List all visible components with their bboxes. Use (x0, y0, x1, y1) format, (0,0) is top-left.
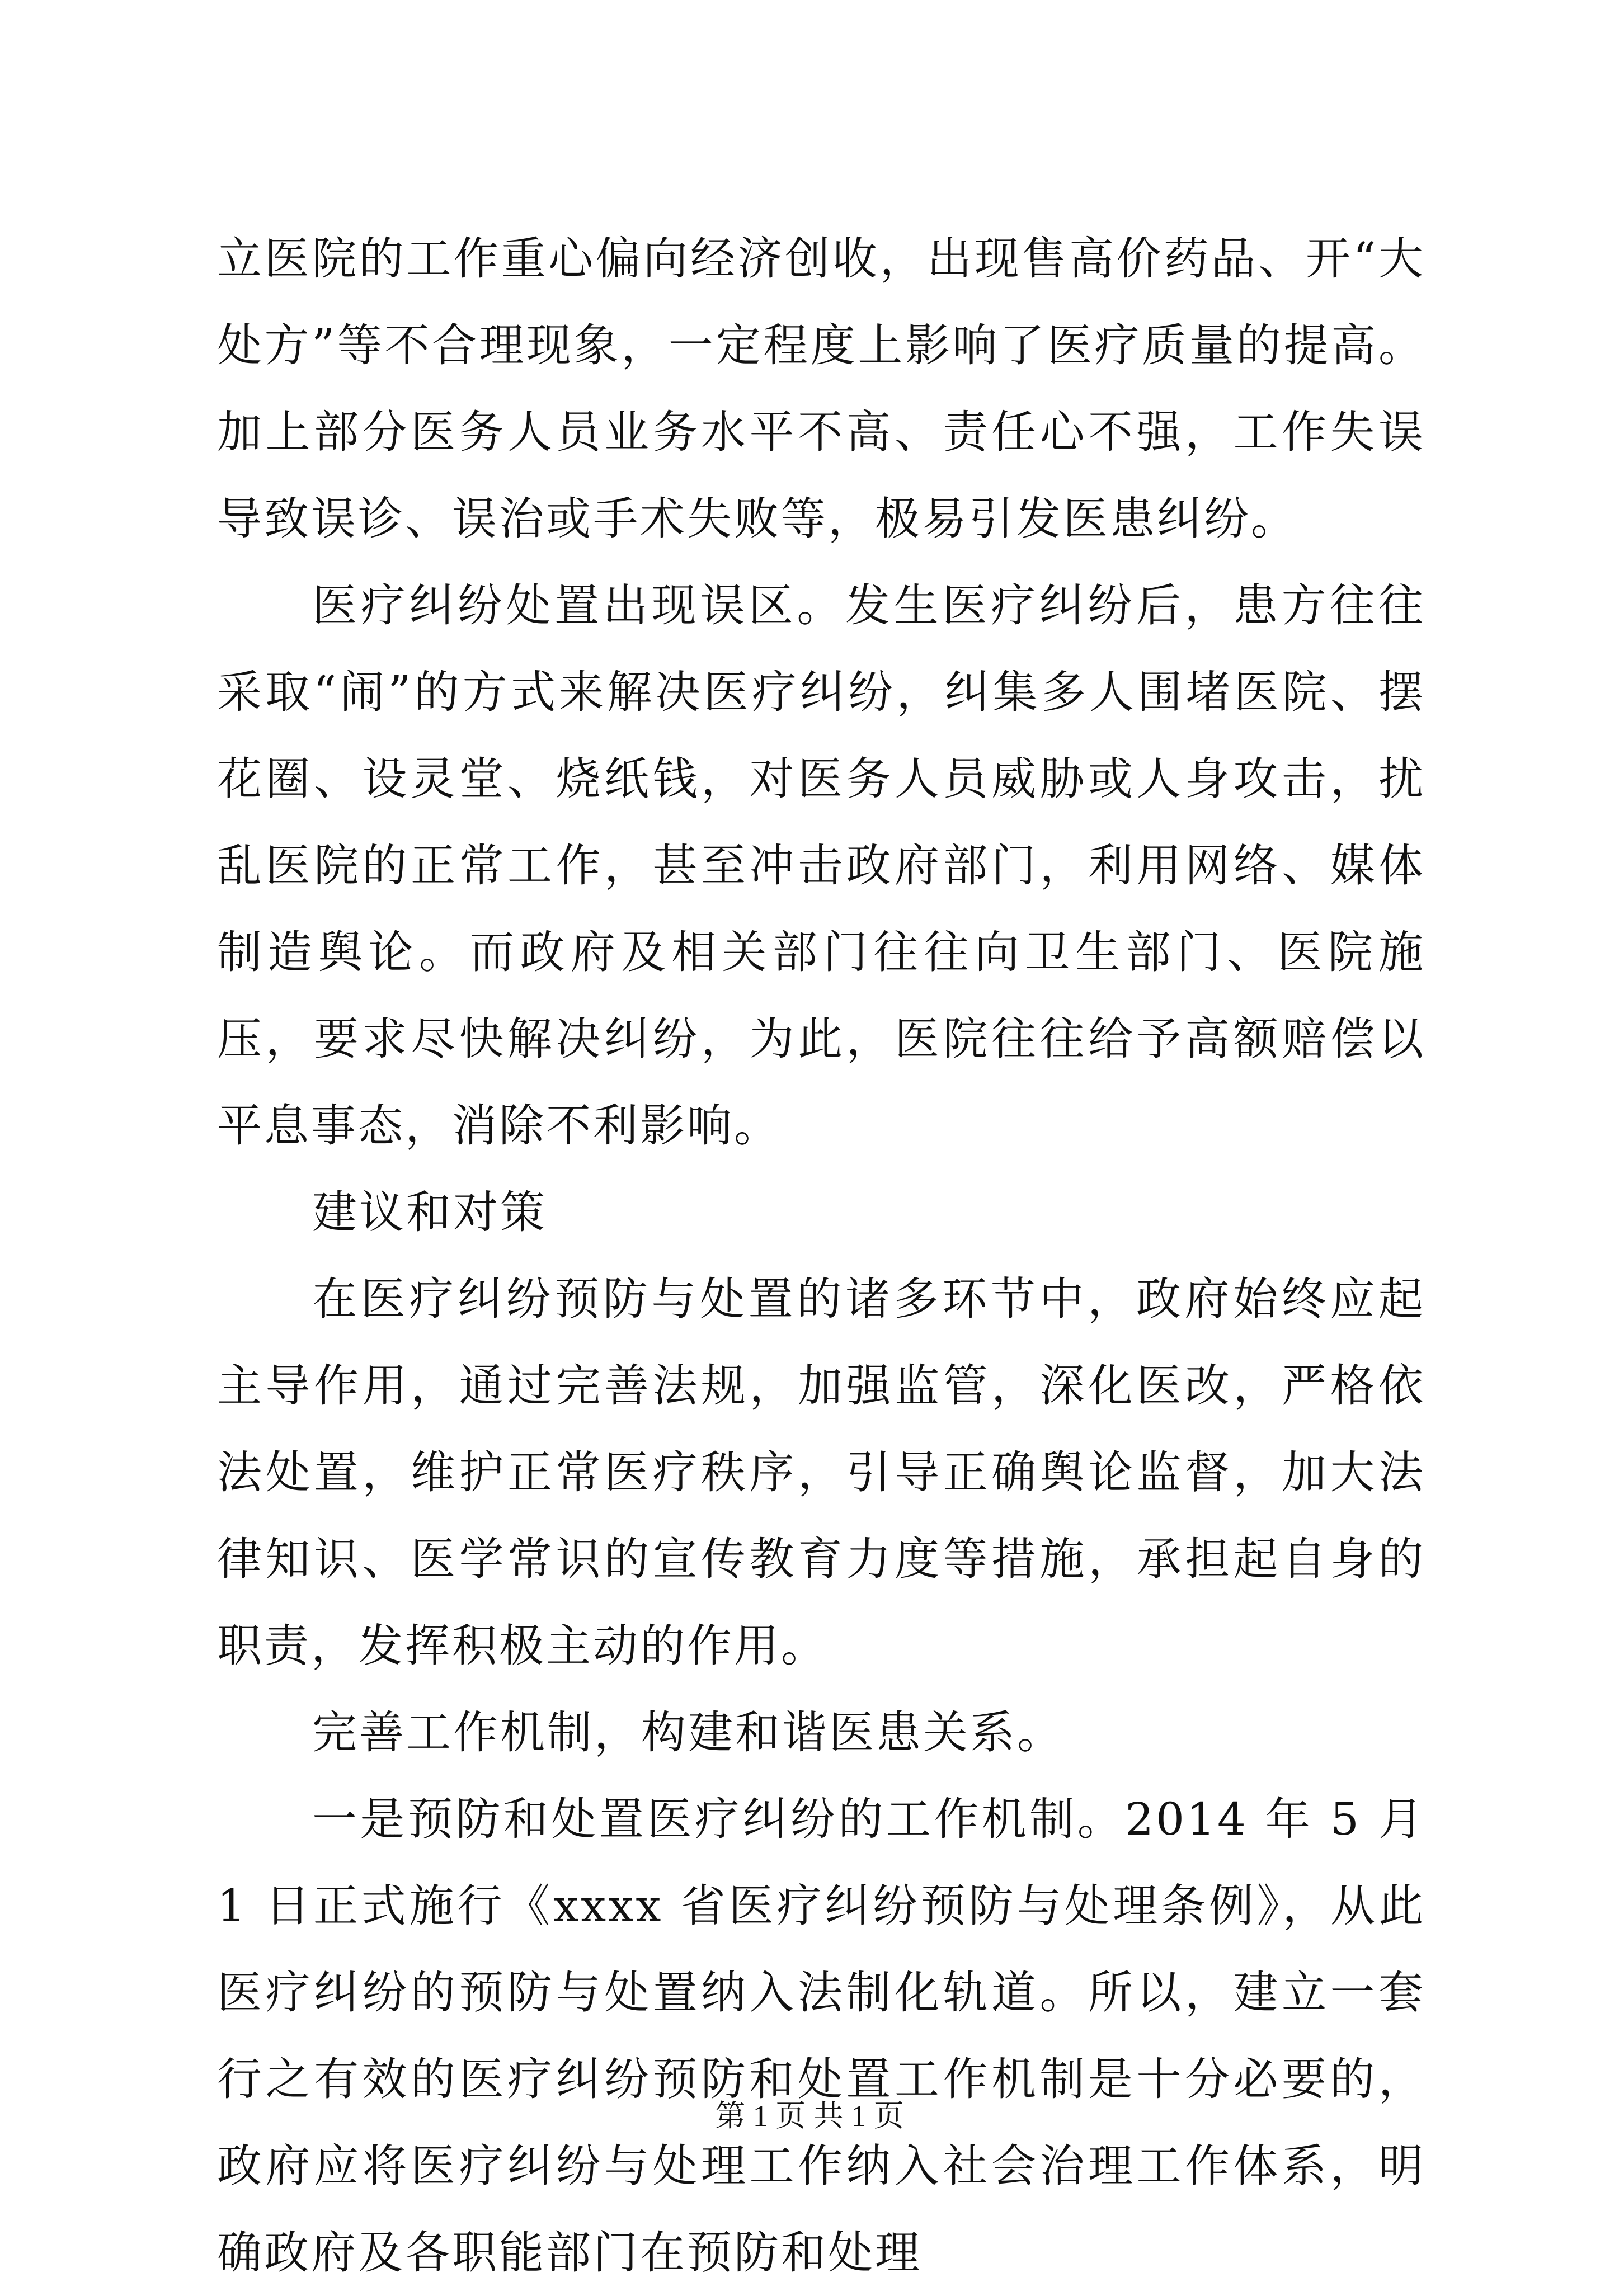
document-body (217, 215, 1425, 2296)
page-footer: 第 1 页 共 1 页 (715, 2099, 904, 2133)
paragraph-5: 一是预防和处置医疗纠纷的工作机制。2014 年 5 月 1 日正式施行《xxxx 省医疗纠纷预防与处理条例》，从此医疗纠纷的预防与处置纳入法制化轨道。所以，建立一套行之有效的医疗纠纷预防和处置工作机制是十分必要的，政府应将医疗纠纷与处理工作纳入社会治理工作体系，明确政府及各职能部门在预防和处理 (217, 1793, 1425, 2279)
paragraph-1: 立医院的工作重心偏向经济创收，出现售高价药品、开“大处方”等不合理现象，一定程度上影响了医疗质量的提高。加上部分医务人员业务水平不高、责任心不强，工作失误导致误诊、误治或手术失败等，极易引发医患纠纷。 (217, 233, 1425, 545)
paragraph-2: 医疗纠纷处置出现误区。发生医疗纠纷后，患方往往采取“闹”的方式来解决医疗纠纷，纠集多人围堵医院、摆花圈、设灵堂、烧纸钱，对医务人员威胁或人身攻击，扰乱医院的正常工作，甚至冲击政府部门，利用网络、媒体制造舆论。而政府及相关部门往往向卫生部门、医院施压，要求尽快解决纠纷，为此，医院往往给予高额赔偿以平息事态，消除不利影响。 (217, 579, 1425, 1152)
section-heading: 建议和对策 (312, 1186, 547, 1238)
paragraph-4: 完善工作机制，构建和谐医患关系。 (312, 1706, 1064, 1758)
paragraph-3: 在医疗纠纷预防与处置的诸多环节中，政府始终应起主导作用，通过完善法规，加强监管，深化医改，严格依法处置，维护正常医疗秩序，引导正确舆论监督，加大法律知识、医学常识的宣传教育力度等措施，承担起自身的职责，发挥积极主动的作用。 (217, 1273, 1425, 1672)
